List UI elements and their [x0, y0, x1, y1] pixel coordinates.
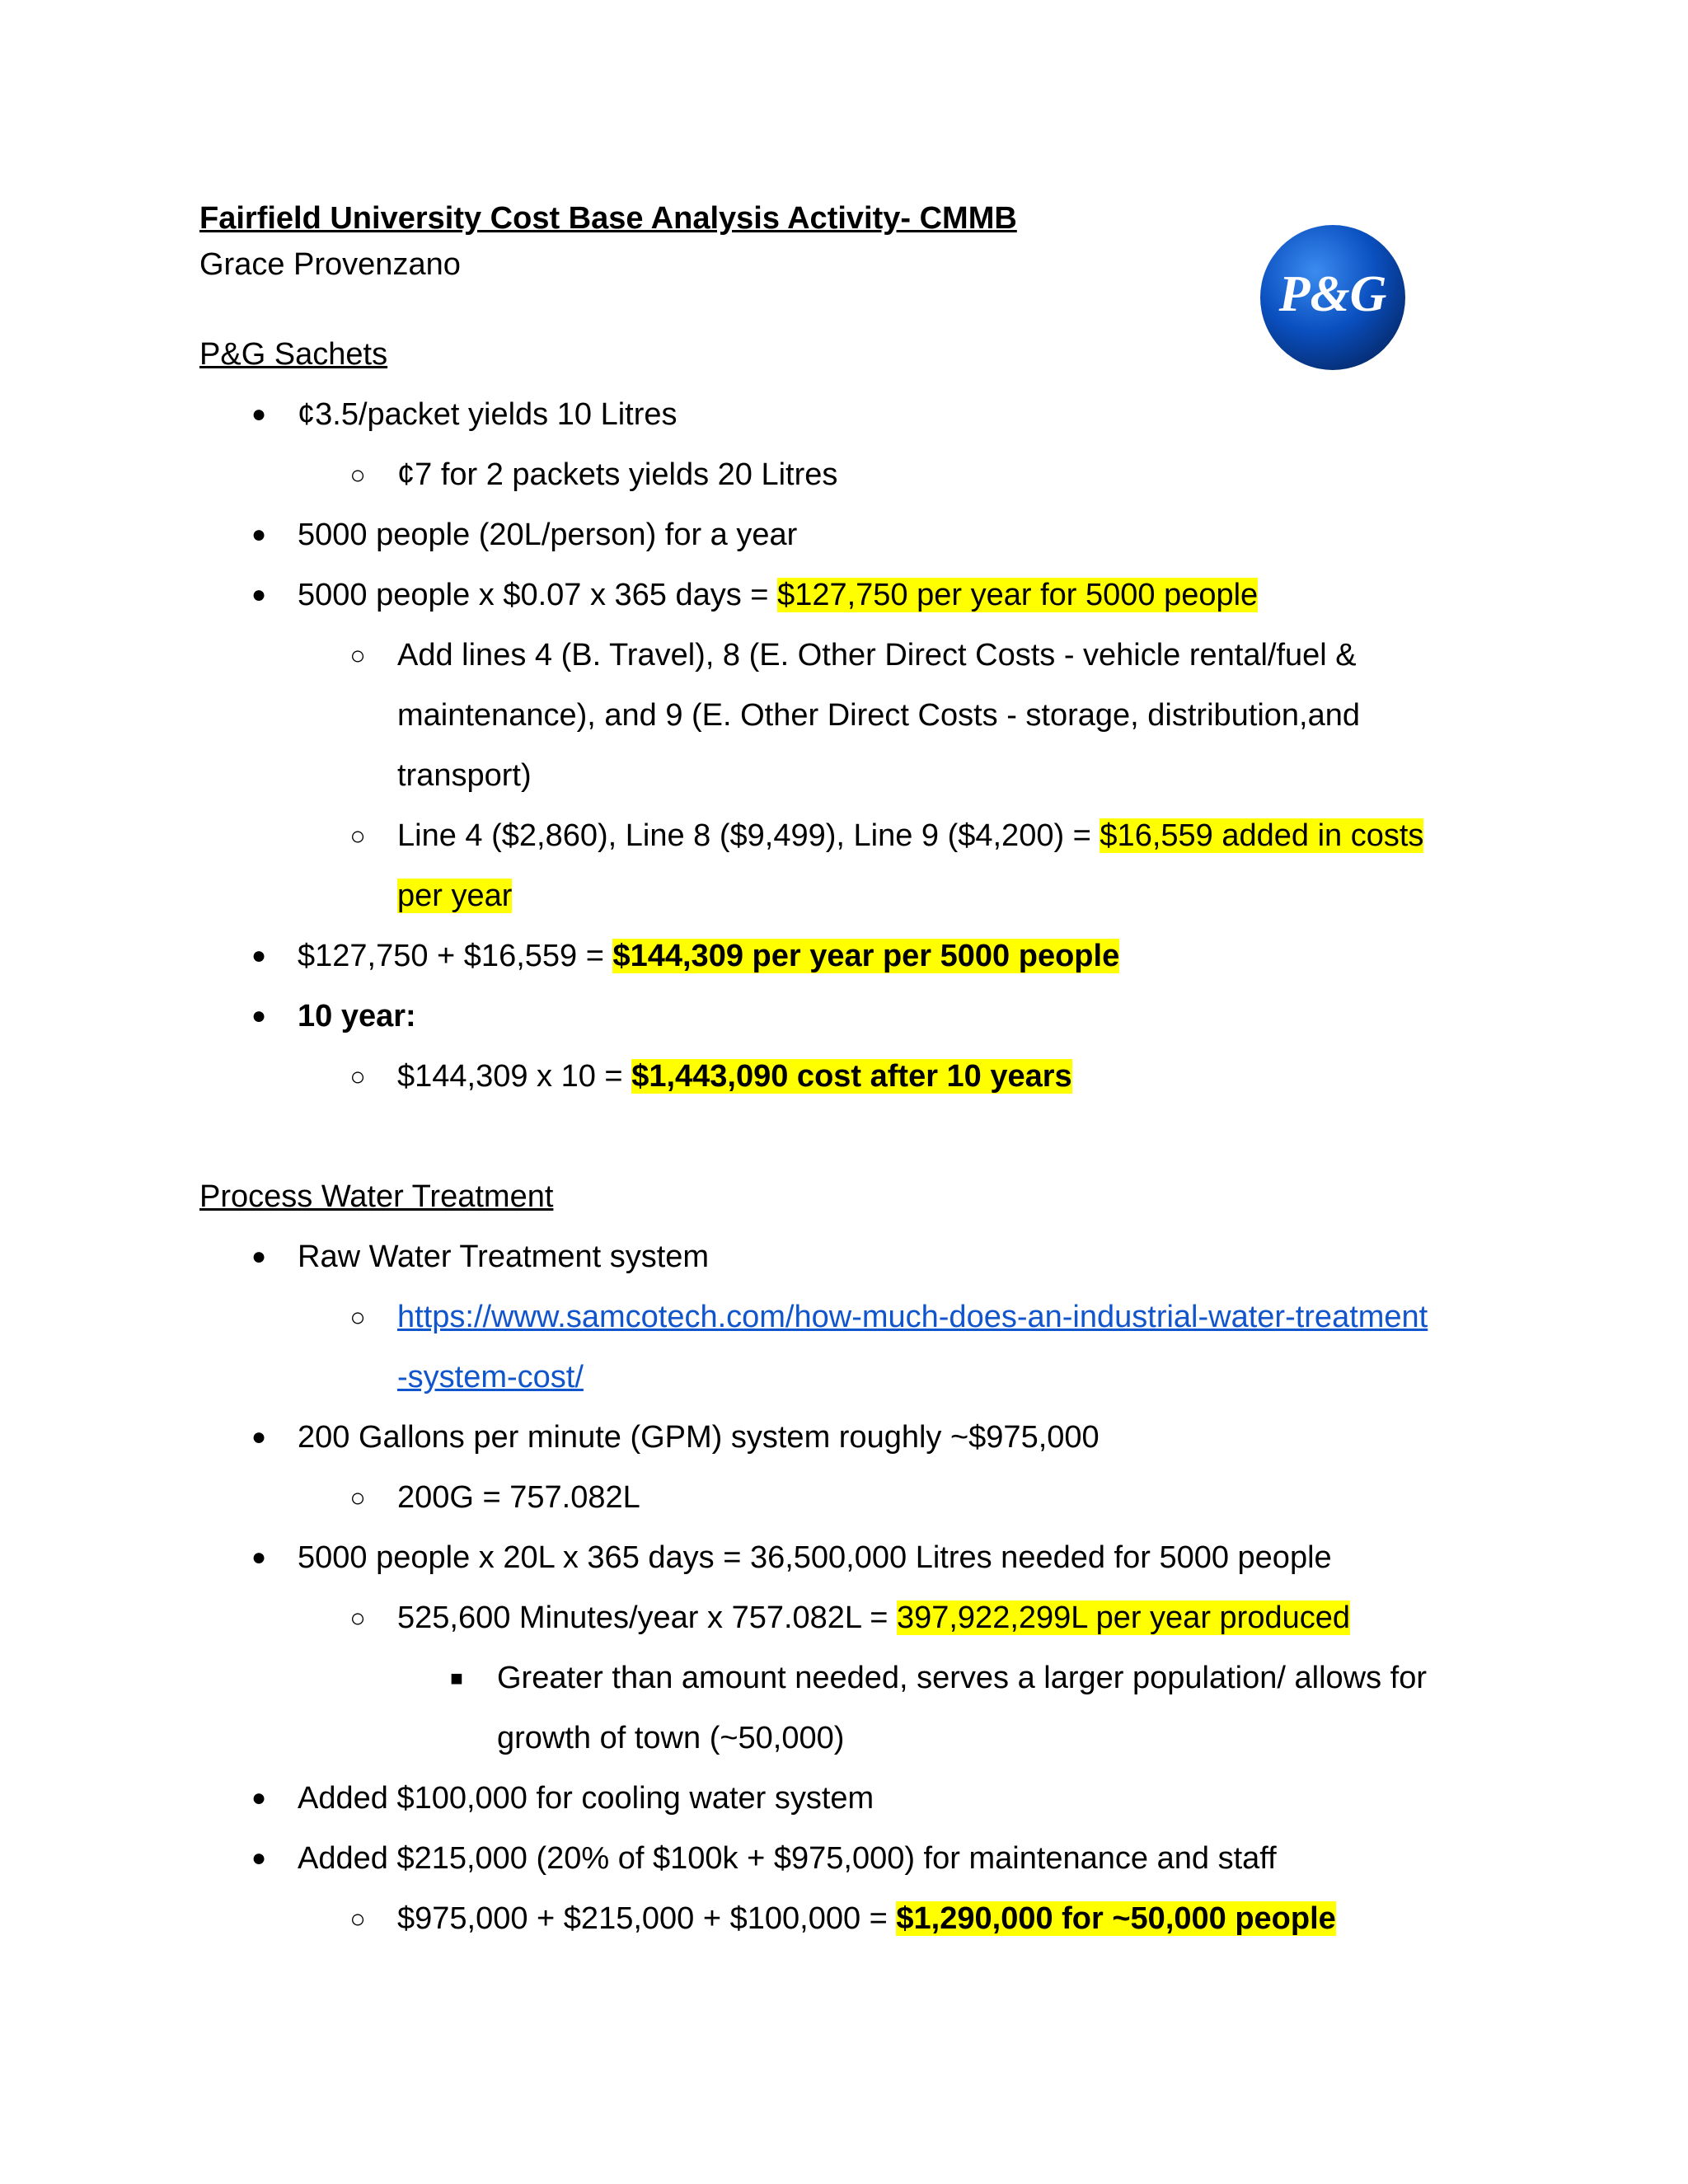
bullet-square: ■: [450, 1666, 463, 1690]
bullet-dot: ●: [251, 1423, 267, 1451]
highlighted-total: per year: [397, 879, 513, 913]
list-item-continued: growth of town (~50,000): [497, 1721, 845, 1755]
list-item: Add lines 4 (B. Travel), 8 (E. Other Direct Costs - vehicle rental/fuel &: [397, 638, 1357, 673]
list-item: Greater than amount needed, serves a larger population/ allows for: [497, 1661, 1427, 1695]
bullet-circle: ○: [349, 821, 366, 851]
bullet-circle: ○: [349, 640, 366, 670]
bullet-circle: ○: [349, 1603, 366, 1633]
bullet-dot: ●: [251, 942, 267, 969]
bullet-circle: ○: [349, 1302, 366, 1332]
list-item-continued: [397, 875, 512, 916]
list-item: [397, 1898, 1336, 1939]
text: $975,000 + $215,000 + $100,000 =: [397, 1901, 897, 1936]
highlighted-total: $127,750 per year for 5000 people: [777, 578, 1259, 612]
bullet-dot: ●: [251, 521, 267, 548]
list-item: 5000 people (20L/person) for a year: [298, 518, 798, 552]
section-heading-treatment: Process Water Treatment: [199, 1179, 554, 1214]
pg-logo-text: P&G: [1278, 266, 1387, 322]
list-item: 200G = 757.082L: [397, 1480, 640, 1515]
bullet-dot: ●: [251, 401, 267, 428]
bullet-dot: ●: [251, 1002, 267, 1029]
text: $127,750 + $16,559 =: [298, 939, 613, 973]
list-item: Added $100,000 for cooling water system: [298, 1781, 874, 1816]
reference-link-continued[interactable]: -system-cost/: [397, 1360, 584, 1394]
bullet-circle: ○: [349, 1062, 366, 1091]
author-name: Grace Provenzano: [199, 247, 461, 282]
highlighted-total: 397,922,299L per year produced: [896, 1601, 1350, 1635]
bullet-dot: ●: [251, 581, 267, 608]
highlighted-total: $144,309 per year per 5000 people: [612, 939, 1120, 973]
text: 525,600 Minutes/year x 757.082L =: [397, 1601, 897, 1635]
highlighted-total: $1,290,000 for ~50,000 people: [896, 1901, 1336, 1936]
list-item-continued: transport): [397, 758, 532, 793]
list-item: [397, 1597, 1350, 1638]
text: $144,309 x 10 =: [397, 1059, 632, 1094]
bullet-circle: ○: [349, 460, 366, 490]
bullet-circle: ○: [349, 1904, 366, 1933]
list-item: 5000 people x 20L x 365 days = 36,500,000 Litres needed for 5000 people: [298, 1540, 1332, 1575]
list-item-continued: maintenance), and 9 (E. Other Direct Costs - storage, distribution,and: [397, 698, 1360, 733]
text: 5000 people x $0.07 x 365 days =: [298, 578, 778, 612]
reference-link[interactable]: https://www.samcotech.com/how-much-does-an-industrial-water-treatment: [397, 1300, 1428, 1334]
list-item: [298, 935, 1119, 977]
pg-logo: [1259, 224, 1406, 371]
list-item: Added $215,000 (20% of $100k + $975,000) for maintenance and staff: [298, 1841, 1277, 1876]
list-item: ¢7 for 2 packets yields 20 Litres: [397, 457, 838, 492]
list-item: 200 Gallons per minute (GPM) system roughly ~$975,000: [298, 1420, 1100, 1455]
text: Line 4 ($2,860), Line 8 ($9,499), Line 9 ($4,200) =: [397, 818, 1100, 853]
bullet-dot: ●: [251, 1844, 267, 1872]
list-item: [397, 1056, 1072, 1097]
list-item: Raw Water Treatment system: [298, 1240, 710, 1274]
list-item: 10 year:: [298, 999, 416, 1033]
bullet-dot: ●: [251, 1784, 267, 1811]
highlighted-total: $16,559 added in costs: [1100, 818, 1424, 853]
section-heading-sachets: P&G Sachets: [199, 337, 388, 372]
bullet-circle: ○: [349, 1483, 366, 1512]
highlighted-total: $1,443,090 cost after 10 years: [631, 1059, 1072, 1094]
list-item: ¢3.5/packet yields 10 Litres: [298, 397, 678, 432]
list-item: [397, 815, 1423, 856]
bullet-dot: ●: [251, 1544, 267, 1571]
document-title: Fairfield University Cost Base Analysis Activity- CMMB: [199, 201, 1017, 236]
list-item: [298, 574, 1258, 616]
bullet-dot: ●: [251, 1243, 267, 1270]
